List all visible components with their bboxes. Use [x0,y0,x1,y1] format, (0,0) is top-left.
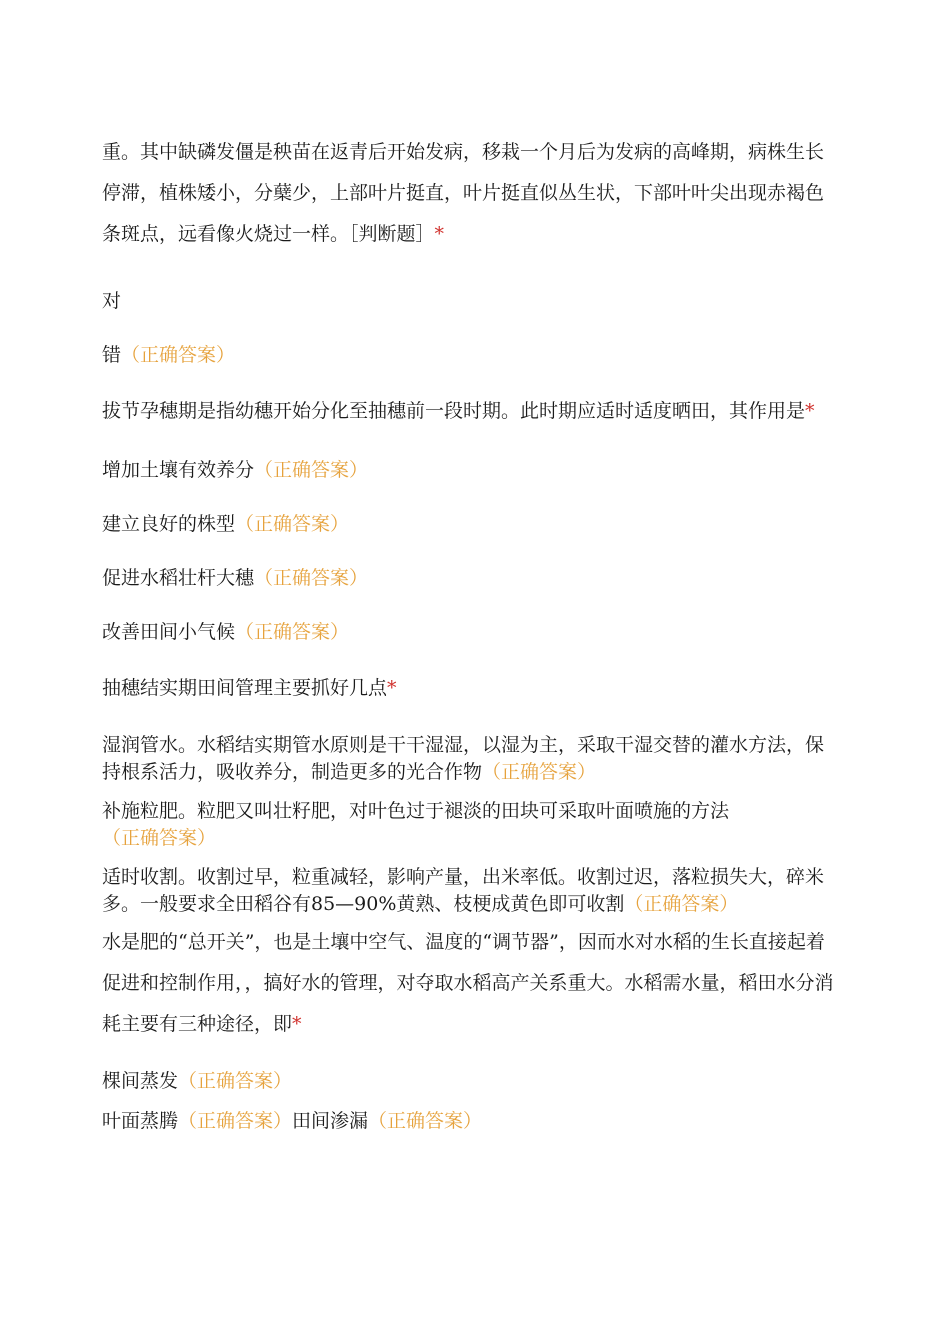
correct-answer-tag: （正确答案） [624,893,739,915]
correct-answer-tag: （正确答案） [254,567,369,589]
question-2-option-4[interactable] [102,618,837,646]
required-mark: * [387,677,397,699]
option-label: 湿润管水。水稻结实期管水原则是干干湿湿，以湿为主，采取干湿交替的灌水方法，保持根系活力，吸收养分，制造更多的光合作物 [102,734,825,783]
correct-answer-tag: （正确答案） [178,1070,293,1092]
option-label: 错 [102,344,122,366]
correct-answer-tag: （正确答案） [368,1110,483,1132]
question-4-option-3[interactable] [292,1110,482,1132]
question-3 [102,674,837,702]
question-2 [102,391,837,432]
question-3-text: 抽穗结实期田间管理主要抓好几点 [102,677,388,699]
question-4-option-1[interactable] [102,1067,837,1095]
option-label: 田间渗漏 [292,1110,369,1132]
question-2-option-1[interactable] [102,456,837,484]
required-mark: * [805,400,815,422]
question-4-options-row [102,1107,837,1135]
option-label: 对 [102,290,122,312]
question-4-option-2[interactable] [102,1110,292,1132]
question-4 [102,922,837,1045]
option-label: 补施粒肥。粒肥又叫壮籽肥，对叶色过于褪淡的田块可采取叶面喷施的方法 [102,800,730,822]
correct-answer-tag: （正确答案） [482,761,597,783]
question-1 [102,132,837,255]
correct-answer-tag: （正确答案） [235,621,350,643]
question-1-text: 重。其中缺磷发僵是秧苗在返青后开始发病，移栽一个月后为发病的高峰期，病株生长停滞，植株矮小，分蘖少，上部叶片挺直，叶片挺直似丛生状，下部叶叶尖出现赤褐色条斑点，远看像火烧过一样。［判断题］ [102,141,825,245]
question-2-text: 拔节孕穗期是指幼穗开始分化至抽穗前一段时期。此时期应适时适度晒田，其作用是 [102,400,806,422]
option-label: 增加土壤有效养分 [102,459,255,481]
option-label: 改善田间小气候 [102,621,236,643]
option-label: 建立良好的株型 [102,513,236,535]
question-1-option-2[interactable] [102,341,837,369]
option-label: 叶面蒸腾 [102,1110,179,1132]
correct-answer-tag: （正确答案） [254,459,369,481]
question-3-option-3[interactable] [102,864,837,918]
required-mark: * [434,223,445,245]
question-1-option-1[interactable] [102,287,837,315]
correct-answer-tag: （正确答案） [235,513,350,535]
correct-answer-tag: （正确答案） [102,827,217,849]
correct-answer-tag: （正确答案） [178,1110,293,1132]
option-label: 适时收割。收割过早，粒重减轻，影响产量，出米率低。收割过迟，落粒损失大，碎米多。一般要求全田稻谷有85—90%黄熟、枝梗成黄色即可收割 [102,866,825,915]
question-2-option-3[interactable] [102,564,837,592]
option-label: 促进水稻壮杆大穗 [102,567,255,589]
question-3-option-1[interactable] [102,732,837,786]
document-page [102,132,837,1135]
question-3-option-2[interactable] [102,798,837,852]
option-label: 棵间蒸发 [102,1070,179,1092]
question-2-option-2[interactable] [102,510,837,538]
required-mark: * [292,1013,302,1035]
correct-answer-tag: （正确答案） [121,344,236,366]
question-4-text: 水是肥的“总开关”，也是土壤中空气、温度的“调节器”，因而水对水稻的生长直接起着促进和控制作用，，搞好水的管理，对夺取水稻高产关系重大。水稻需水量，稻田水分消耗主要有三种途径，即 [102,931,834,1035]
